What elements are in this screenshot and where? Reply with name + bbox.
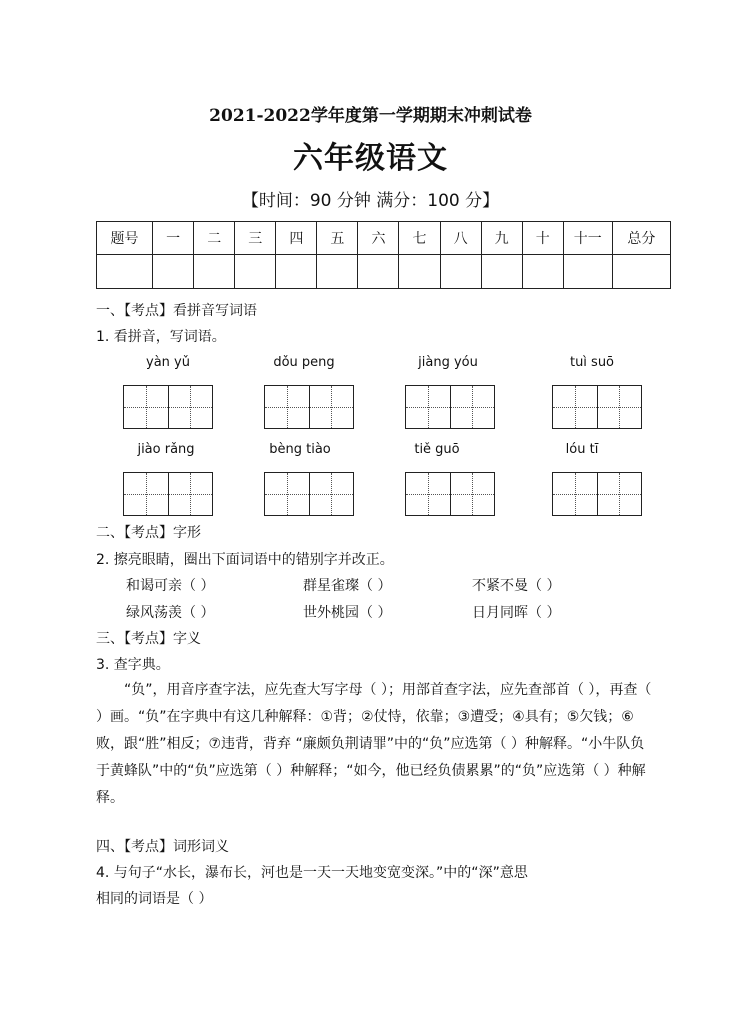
score-header-cell: 二 — [194, 222, 235, 255]
writing-grid[interactable] — [405, 385, 495, 429]
q2-item: 不紧不曼（ ） — [472, 578, 561, 594]
q4-stem-line2: 相同的词语是（ ） — [96, 891, 213, 907]
subject-title: 六年级语文 — [293, 141, 448, 176]
writing-grid[interactable] — [264, 472, 354, 516]
score-cell[interactable] — [235, 255, 276, 289]
q1-pinyin: jiàng yóu — [418, 355, 478, 370]
q4-stem-line1: 4. 与句子“水长，瀑布长，河也是一天一天地变宽变深。”中的“深”意思 — [96, 865, 528, 881]
score-cell[interactable] — [153, 255, 194, 289]
score-header-cell: 五 — [317, 222, 358, 255]
score-header-cell: 九 — [481, 222, 522, 255]
q1-pinyin: yàn yǔ — [146, 355, 190, 370]
score-cell[interactable] — [481, 255, 522, 289]
score-header-cell: 八 — [440, 222, 481, 255]
q2-item: 日月同晖（ ） — [472, 605, 561, 621]
score-cell[interactable] — [194, 255, 235, 289]
q3-body: “负”，用音序查字法，应先查大写字母（ ）；用部首查字法，应先查部首（ ），再查（ ）画。“负”在字典中有这几种解释：①背；②仗恃，依靠；③遭受；④具有；⑤欠钱；⑥败，跟“胜”相反；⑦违背，背弃 “廉颇负荆请罪”中的“负”应选第（ ）种解释。“小牛队负于黄蜂队”中的“负”应选第（ ）种解释；“如今，他已经负债累累”的“负”应选第（ ）种解释。 — [96, 682, 652, 806]
q1-pinyin: tiě guō — [414, 442, 460, 457]
score-header-cell: 总分 — [612, 222, 670, 255]
score-table-header-row — [97, 222, 671, 255]
q2-stem: 2. 擦亮眼睛，圈出下面词语中的错别字并改正。 — [96, 552, 394, 568]
q1-pinyin: bèng tiào — [269, 442, 331, 457]
q2-item: 和谒可亲（ ） — [126, 578, 215, 594]
writing-grid[interactable] — [552, 385, 642, 429]
q1-pinyin: lóu tī — [565, 442, 599, 457]
section-4-heading: 四、【考点】词形词义 — [96, 839, 229, 855]
score-cell[interactable] — [612, 255, 670, 289]
score-header-cell: 六 — [358, 222, 399, 255]
q2-item: 群星雀璨（ ） — [303, 578, 392, 594]
section-2-heading: 二、【考点】字形 — [96, 525, 201, 541]
score-cell[interactable] — [399, 255, 440, 289]
writing-grid[interactable] — [405, 472, 495, 516]
score-cell[interactable] — [440, 255, 481, 289]
q1-pinyin: dǒu peng — [273, 355, 335, 370]
score-header-cell: 七 — [399, 222, 440, 255]
writing-grid[interactable] — [264, 385, 354, 429]
writing-grid[interactable] — [123, 385, 213, 429]
score-cell[interactable] — [522, 255, 563, 289]
score-cell[interactable] — [358, 255, 399, 289]
score-cell[interactable] — [97, 255, 153, 289]
score-header-cell: 三 — [235, 222, 276, 255]
writing-grid[interactable] — [552, 472, 642, 516]
score-header-cell: 一 — [153, 222, 194, 255]
section-3-heading: 三、【考点】字义 — [96, 631, 201, 647]
score-cell[interactable] — [317, 255, 358, 289]
writing-grid[interactable] — [123, 472, 213, 516]
score-header-cell: 十一 — [563, 222, 612, 255]
score-header-cell: 四 — [276, 222, 317, 255]
score-header-cell: 十 — [522, 222, 563, 255]
score-cell[interactable] — [276, 255, 317, 289]
score-cell[interactable] — [563, 255, 612, 289]
score-header-cell: 题号 — [97, 222, 153, 255]
q2-item: 世外桃园（ ） — [303, 605, 392, 621]
exam-title: 2021-2022学年度第一学期期末冲刺试卷 — [209, 106, 532, 126]
exam-info: 【时间：90 分钟 满分：100 分】 — [241, 191, 500, 211]
score-table-blank-row — [97, 255, 671, 289]
section-1-heading: 一、【考点】看拼音写词语 — [96, 303, 257, 319]
q1-pinyin: jiào rǎng — [137, 442, 195, 457]
q1-stem: 1. 看拼音，写词语。 — [96, 329, 226, 345]
q3-stem: 3. 查字典。 — [96, 657, 170, 673]
q1-pinyin: tuì suō — [569, 355, 615, 370]
score-table — [96, 221, 671, 289]
q2-item: 绿风荡羡（ ） — [126, 605, 215, 621]
